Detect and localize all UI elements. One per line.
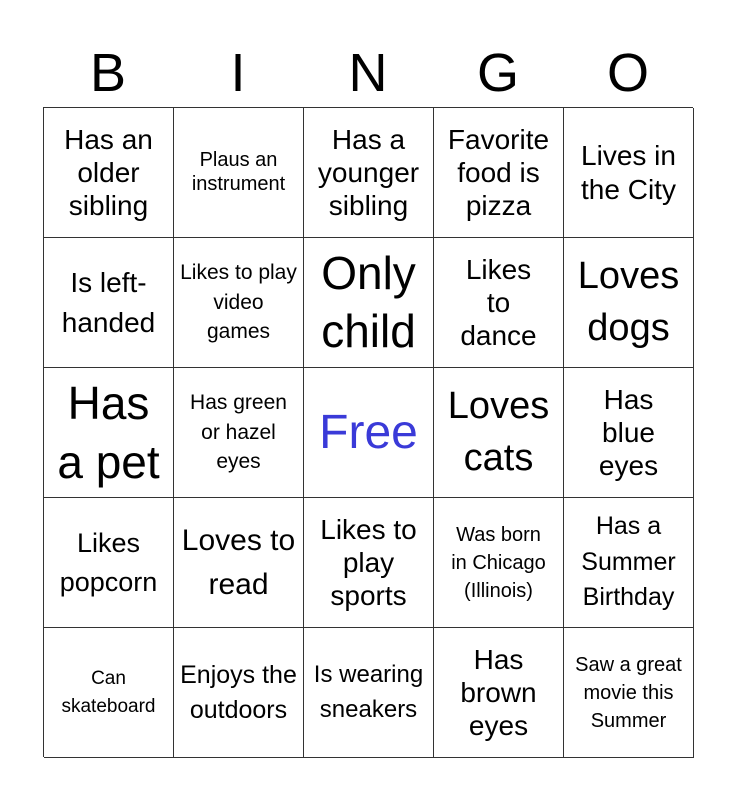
bingo-cell[interactable] (434, 238, 564, 368)
cell-label: Has a pet (57, 376, 160, 488)
header-letter-b: B (89, 43, 127, 103)
cell-label: Has blue eyes (598, 383, 659, 482)
cell-label: Likes to dance (460, 253, 537, 352)
bingo-cell[interactable] (174, 368, 304, 498)
cell-label: Was born in Chicago (Illinois) (451, 523, 546, 602)
bingo-cell[interactable] (44, 368, 174, 498)
bingo-cell[interactable] (174, 108, 304, 238)
cell-label: Can skateboard (61, 667, 156, 717)
cell-label: Likes to play sports (320, 513, 417, 612)
header-letter-g: G (476, 43, 519, 103)
cell-label: Has brown eyes (460, 643, 537, 742)
bingo-cell[interactable] (44, 238, 174, 368)
cell-label: Enjoys the outdoors (180, 661, 297, 724)
bingo-cell[interactable] (174, 238, 304, 368)
bingo-cell[interactable] (434, 108, 564, 238)
bingo-cell[interactable] (564, 498, 694, 628)
cell-label: Has an older sibling (64, 123, 153, 222)
bingo-cell[interactable] (174, 628, 304, 758)
bingo-cell[interactable] (564, 628, 694, 758)
cell-label: Lives in the City (581, 140, 676, 205)
bingo-cell[interactable] (304, 498, 434, 628)
cell-label: Has a younger sibling (317, 123, 420, 222)
bingo-cell[interactable] (434, 628, 564, 758)
free-space-label: Free (319, 405, 418, 459)
cell-label: Loves cats (447, 385, 550, 479)
bingo-cell[interactable] (564, 108, 694, 238)
cell-label: Loves to read (181, 524, 296, 601)
bingo-cell[interactable] (44, 108, 174, 238)
cell-label: Likes popcorn (59, 528, 158, 597)
bingo-cell[interactable] (304, 238, 434, 368)
bingo-cell[interactable] (174, 498, 304, 628)
cell-label: Has a Summer Birthday (581, 512, 676, 612)
cell-label: Only child (321, 247, 416, 357)
header-letter-o: O (606, 43, 649, 103)
cell-label: Saw a great movie this Summer (575, 653, 682, 732)
cell-label: Is left-handed (61, 267, 156, 338)
bingo-cell[interactable] (304, 108, 434, 238)
cell-label: Loves dogs (577, 255, 680, 349)
bingo-cell[interactable] (564, 238, 694, 368)
bingo-cell[interactable] (434, 498, 564, 628)
header-letter-n: N (348, 43, 388, 103)
bingo-cell[interactable] (44, 628, 174, 758)
bingo-cell[interactable] (434, 368, 564, 498)
cell-label: Has green or hazel eyes (190, 390, 287, 474)
bingo-cell[interactable] (564, 368, 694, 498)
free-space-cell[interactable] (304, 368, 434, 498)
cell-label: Is wearing sneakers (313, 661, 424, 723)
cell-label: Likes to play video games (180, 260, 297, 344)
bingo-cell[interactable] (304, 628, 434, 758)
cell-label: Favorite food is pizza (447, 123, 550, 222)
header-letter-i: I (230, 43, 246, 103)
bingo-card-grid (43, 107, 693, 757)
cell-label: Plaus an instrument (191, 148, 286, 195)
bingo-header (43, 40, 693, 106)
bingo-cell[interactable] (44, 498, 174, 628)
